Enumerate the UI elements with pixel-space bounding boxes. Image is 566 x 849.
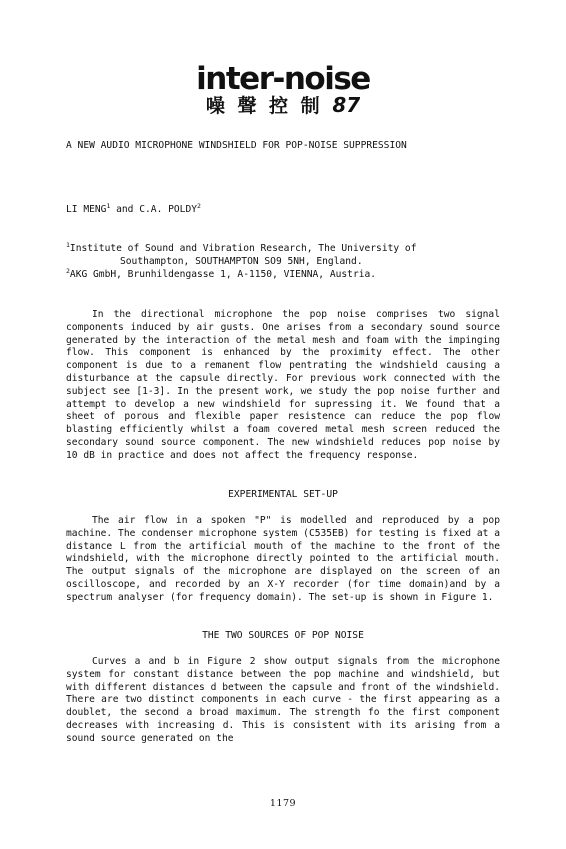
author-1: LI MENG	[66, 204, 107, 215]
author-2-superscript: 2	[197, 201, 201, 210]
affiliation-2-text: AKG GmbH, Brunhildengasse 1, A-1150, VIENNA, Austria.	[69, 268, 377, 280]
affiliation-1-superscript: 1	[66, 240, 70, 249]
intro-paragraph: In the directional microphone the pop noise comprises two signal components induced by air gusts. One arises from a secondary sound source generated by the interaction of the metal mesh and foam with the impinging flow. This component is enhanced by the proximity effect. The other component is due to a remanent flow pentrating the windshield causing a disturbance at the capsule directly. For previous work connected with the subject see [1-3]. In the present work, we study the pop noise further and attempt to develop a new windshield for supressing it. We found that a sheet of porous and flexible paper resistence can reduce the pop flow blasting efficiently whilst a foam covered metal mesh screen reduced the secondary sound source component. The new windshield reduces pop noise by 10 dB in practice and does not affect the frequency response.	[66, 309, 500, 461]
conference-logo	[0, 62, 566, 117]
affiliations	[66, 240, 506, 281]
affiliation-1-text: Institute of Sound and Vibration Research, The University of	[69, 243, 417, 254]
logo-chinese-text: 噪 聲 控 制	[205, 95, 323, 117]
affiliation-2-superscript: 2	[66, 266, 70, 275]
setup-paragraph: The air flow in a spoken "P" is modelled and reproduced by a pop machine. The condenser microphone system (C535EB) for testing is fixed at a distance L from the artificial mouth of the machine to the front of the windshield, with the microphone directly pointed to the artificial mouth. The output signals of the microphone are displayed on the screen of an oscilloscope, and recorded by an X-Y recorder (for time domain)and by a spectrum analyser (for frequency domain). The set-up is shown in Figure 1.	[66, 515, 500, 603]
logo-wordmark: inter-noise	[196, 61, 370, 97]
sources-paragraph: Curves a and b in Figure 2 show output signals from the microphone system for constant distance between the pop machine and windshield, but with different distances d between the capsule and front of the windshield. There are two distinct components in each curve - the first appearing as a doublet, the second a broad maximum. The strength fo the first component decreases with increasing d. This is consistent with its arising from a sound source generated on the	[66, 656, 500, 744]
author-line	[66, 201, 506, 217]
author-1-superscript: 1	[106, 201, 111, 210]
affiliation-1-line-2: Southampton, SOUTHAMPTON SO9 5NH, England.	[120, 255, 363, 267]
logo-subtitle	[0, 94, 566, 117]
author-2: C.A. POLDY	[139, 204, 198, 215]
paper-title: A NEW AUDIO MICROPHONE WINDSHIELD FOR POP-NOISE SUPPRESSION	[66, 140, 407, 151]
author-conjunction: and	[110, 204, 140, 215]
page-number: 1179	[269, 798, 297, 809]
affiliation-2-line	[66, 266, 506, 282]
section-heading-two-sources: THE TWO SOURCES OF POP NOISE	[202, 630, 364, 641]
logo-year: 87	[332, 93, 361, 117]
affiliation-1-line-1	[66, 240, 506, 256]
section-heading-experimental-setup: EXPERIMENTAL SET-UP	[228, 489, 338, 500]
